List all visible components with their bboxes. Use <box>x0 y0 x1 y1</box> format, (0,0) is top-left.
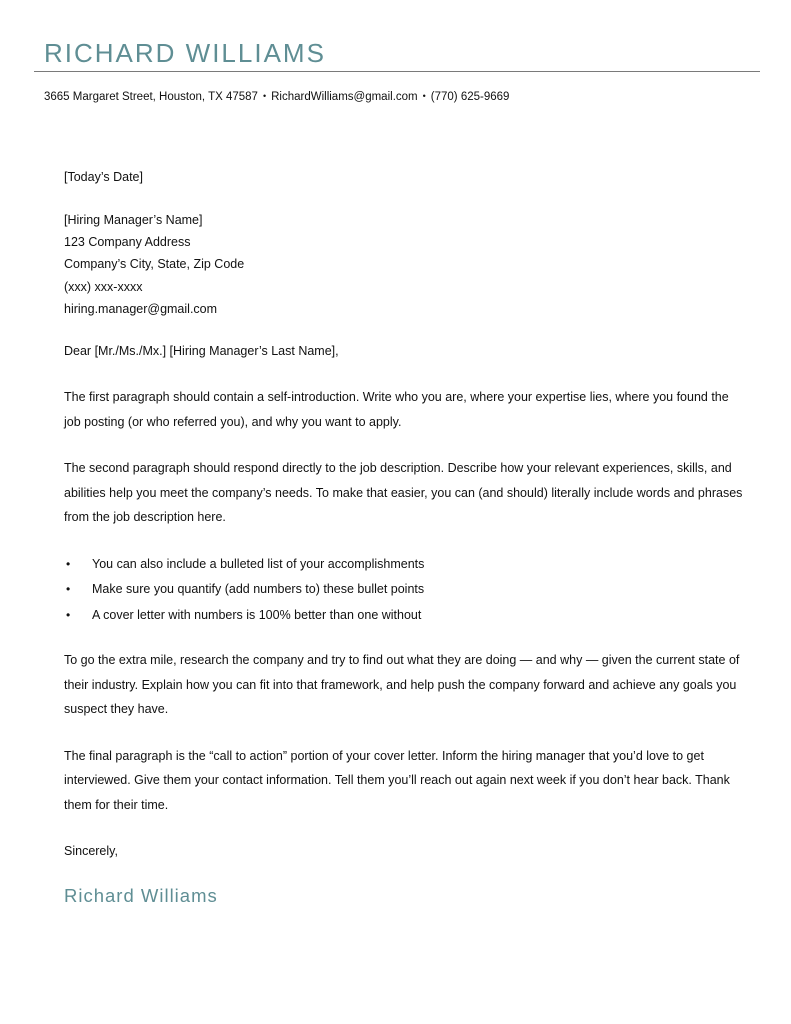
salutation: Dear [Mr./Ms./Mx.] [Hiring Manager’s Last Name], <box>64 343 339 358</box>
contact-phone: (770) 625-9669 <box>430 91 510 103</box>
recipient-city-state-zip: Company’s City, State, Zip Code <box>64 257 245 272</box>
signature: Richard Williams <box>64 884 218 906</box>
separator-dot-icon: • <box>262 91 267 101</box>
letter-body <box>64 165 744 908</box>
bullet-icon: • <box>66 607 71 622</box>
list-item <box>64 552 744 578</box>
recipient-email: hiring.manager@gmail.com <box>64 302 218 317</box>
letter-date: [Today’s Date] <box>64 170 143 184</box>
list-item <box>64 577 744 603</box>
list-item <box>64 603 744 629</box>
recipient-name: [Hiring Manager’s Name] <box>64 212 203 227</box>
accomplishments-list <box>64 552 744 629</box>
bullet-icon: • <box>66 582 71 597</box>
recipient-address: 123 Company Address <box>64 234 191 249</box>
list-item-text: Make sure you quantify (add numbers to) these bullet points <box>92 582 425 597</box>
bullet-icon: • <box>66 556 71 571</box>
list-item-text: A cover letter with numbers is 100% better than one without <box>92 607 422 622</box>
paragraph-research: To go the extra mile, research the company and try to find out what they are doing — and why — given the current state of their industry. Explain how you can fit into that framework, and help push the company forward and achieve any goals you suspect they have. <box>64 653 740 717</box>
recipient-block <box>64 209 744 321</box>
contact-address: 3665 Margaret Street, Houston, TX 47587 <box>44 91 258 103</box>
contact-info <box>44 88 509 105</box>
signoff: Sincerely, <box>64 844 118 859</box>
paragraph-call-to-action: The final paragraph is the “call to action” portion of your cover letter. Inform the hiring manager that you’d love to get interviewed. Give them your contact information. Tell them you’ll reach out again next week if you don’t hear back. Thank them for their time. <box>64 748 730 812</box>
header-divider <box>34 71 760 72</box>
contact-email: RichardWilliams@gmail.com <box>271 91 418 103</box>
recipient-phone: (xxx) xxx-xxxx <box>64 279 143 294</box>
list-item-text: You can also include a bulleted list of your accomplishments <box>92 556 425 571</box>
applicant-name-heading: RICHARD WILLIAMS <box>44 38 326 68</box>
paragraph-intro: The first paragraph should contain a self-introduction. Write who you are, where your expertise lies, where you found the job posting (or who referred you), and why you want to apply. <box>64 390 729 429</box>
paragraph-experience: The second paragraph should respond directly to the job description. Describe how your relevant experiences, skills, and abilities help you meet the company’s needs. To make that easier, you can (and should) literally include words and phrases from the job description here. <box>64 461 743 525</box>
separator-dot-icon: • <box>422 91 426 101</box>
